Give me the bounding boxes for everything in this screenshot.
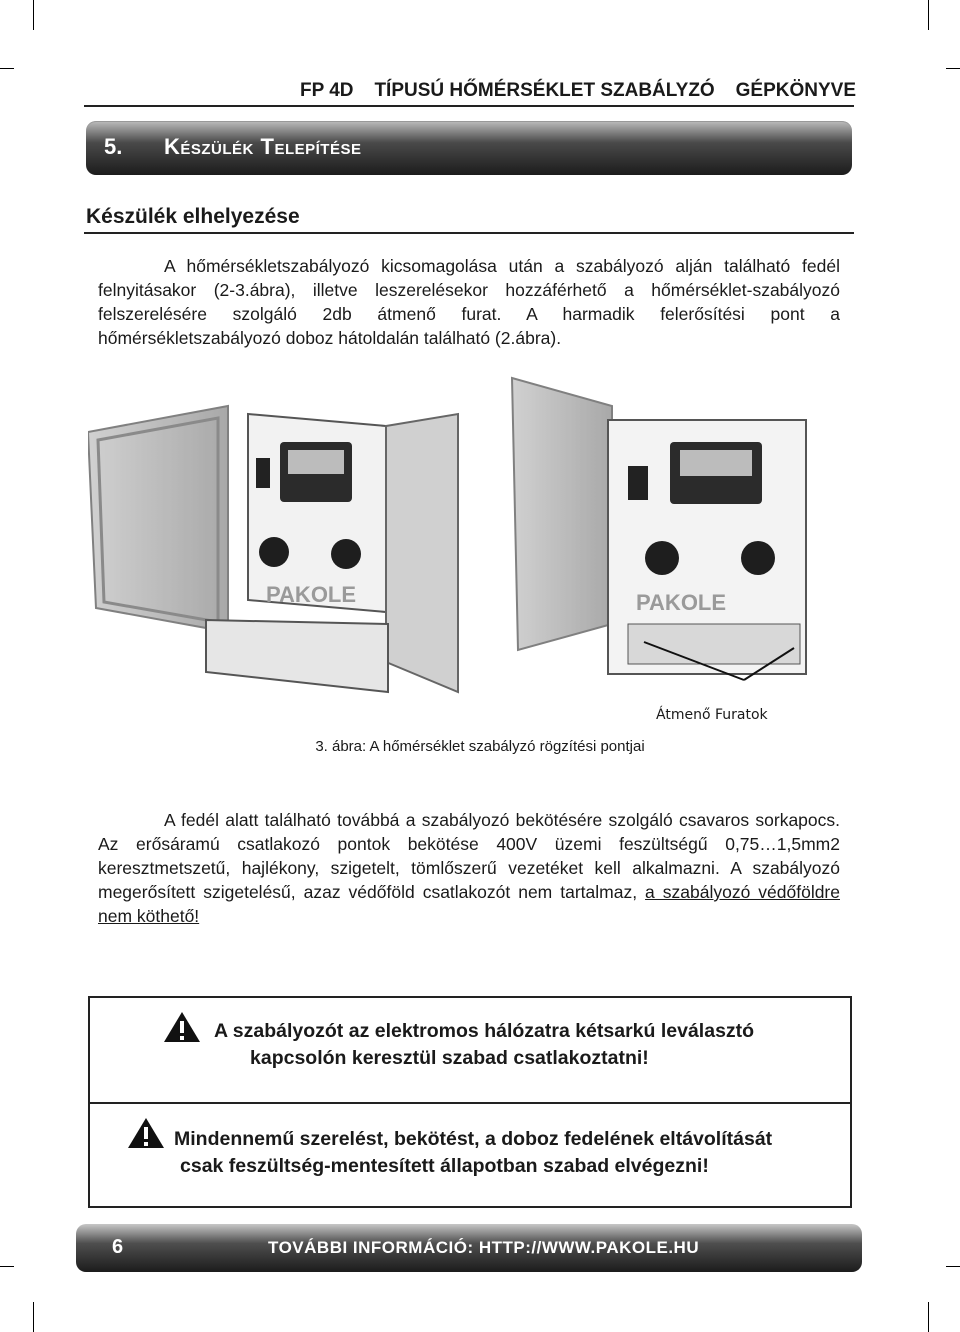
figure-label: Átmenő Furatok: [656, 707, 768, 723]
section-rule: [84, 232, 854, 234]
warning-divider: [90, 1102, 850, 1104]
crop-mark: [946, 68, 960, 69]
chapter-banner: [86, 121, 852, 175]
warning-2-line-1: Mindennemű szerelést, bekötést, a doboz fedelének eltávolítását: [174, 1128, 773, 1150]
device-illustration: [88, 362, 814, 708]
warning-triangle-icon: [162, 1010, 202, 1044]
crop-mark: [0, 68, 14, 69]
crop-mark: [928, 1302, 929, 1332]
grounding-warning: a szabályozó védőföldre nem köthető!: [98, 882, 840, 926]
header-rule: [84, 105, 854, 107]
warning-1-line-1: A szabályozót az elektromos hálózatra kétsarkú leválasztó: [214, 1020, 755, 1042]
page-number: 6: [112, 1236, 124, 1258]
warning-box: [88, 996, 852, 1208]
chapter-number: 5.: [104, 134, 123, 159]
body-paragraph-1: A hőmérsékletszabályozó kicsomagolása után a szabályozó alján található fedél felnyitásakor (2-3.ábra), illetve leszerelésekor hozzáférhető a hőmérséklet-szabályozó felszerelésére szolgáló 2db átmenő furat. A harmadik felerősítési pont a hőmérsékletszabályozó doboz hátoldalán található (2.ábra).: [98, 256, 840, 348]
running-header: [300, 80, 856, 102]
crop-mark: [33, 1302, 34, 1332]
device-left: [88, 406, 458, 692]
header-title: TÍPUSÚ HŐMÉRSÉKLET SZABÁLYZÓ: [374, 80, 715, 101]
crop-mark: [0, 1266, 14, 1267]
brand-mark-right: PAKOLE: [636, 590, 727, 615]
chapter-title: Készülék Telepítése: [164, 134, 362, 159]
device-right: [512, 378, 806, 680]
crop-mark: [946, 1266, 960, 1267]
footer-bar: [76, 1224, 862, 1272]
warning-1-line-2: kapcsolón keresztül szabad csatlakoztatni!: [250, 1047, 649, 1069]
footer-info-link[interactable]: TOVÁBBI INFORMÁCIÓ: HTTP://WWW.PAKOLE.HU: [268, 1238, 700, 1257]
crop-mark: [928, 0, 929, 30]
brand-mark: PAKOLE: [266, 582, 357, 607]
body-paragraph-2: A fedél alatt található továbbá a szabályozó bekötésére szolgáló csavaros sorkapocs. Az erősáramú csatlakozó pontok bekötése 400V üzemi feszültségű 0,75…1,5mm2 keresztmetszetű, hajlékony, szigetelt, tömlőszerű vezetéket kell alkalmazni. A szabályozó megerősített szigetelésű, azaz védőföld csatlakozót nem tartalmaz, a szabályozó védőföldre nem köthető!: [98, 810, 840, 926]
warning-triangle-icon: [126, 1116, 166, 1150]
figure-caption: 3. ábra: A hőmérséklet szabályzó rögzítési pontjai: [315, 738, 645, 755]
header-model: FP 4D: [300, 80, 354, 101]
crop-mark: [33, 0, 34, 30]
header-doc: GÉPKÖNYVE: [735, 80, 856, 101]
warning-2-line-2: csak feszültség-mentesített állapotban szabad elvégezni!: [180, 1155, 709, 1177]
section-title: Készülék elhelyezése: [86, 205, 300, 228]
